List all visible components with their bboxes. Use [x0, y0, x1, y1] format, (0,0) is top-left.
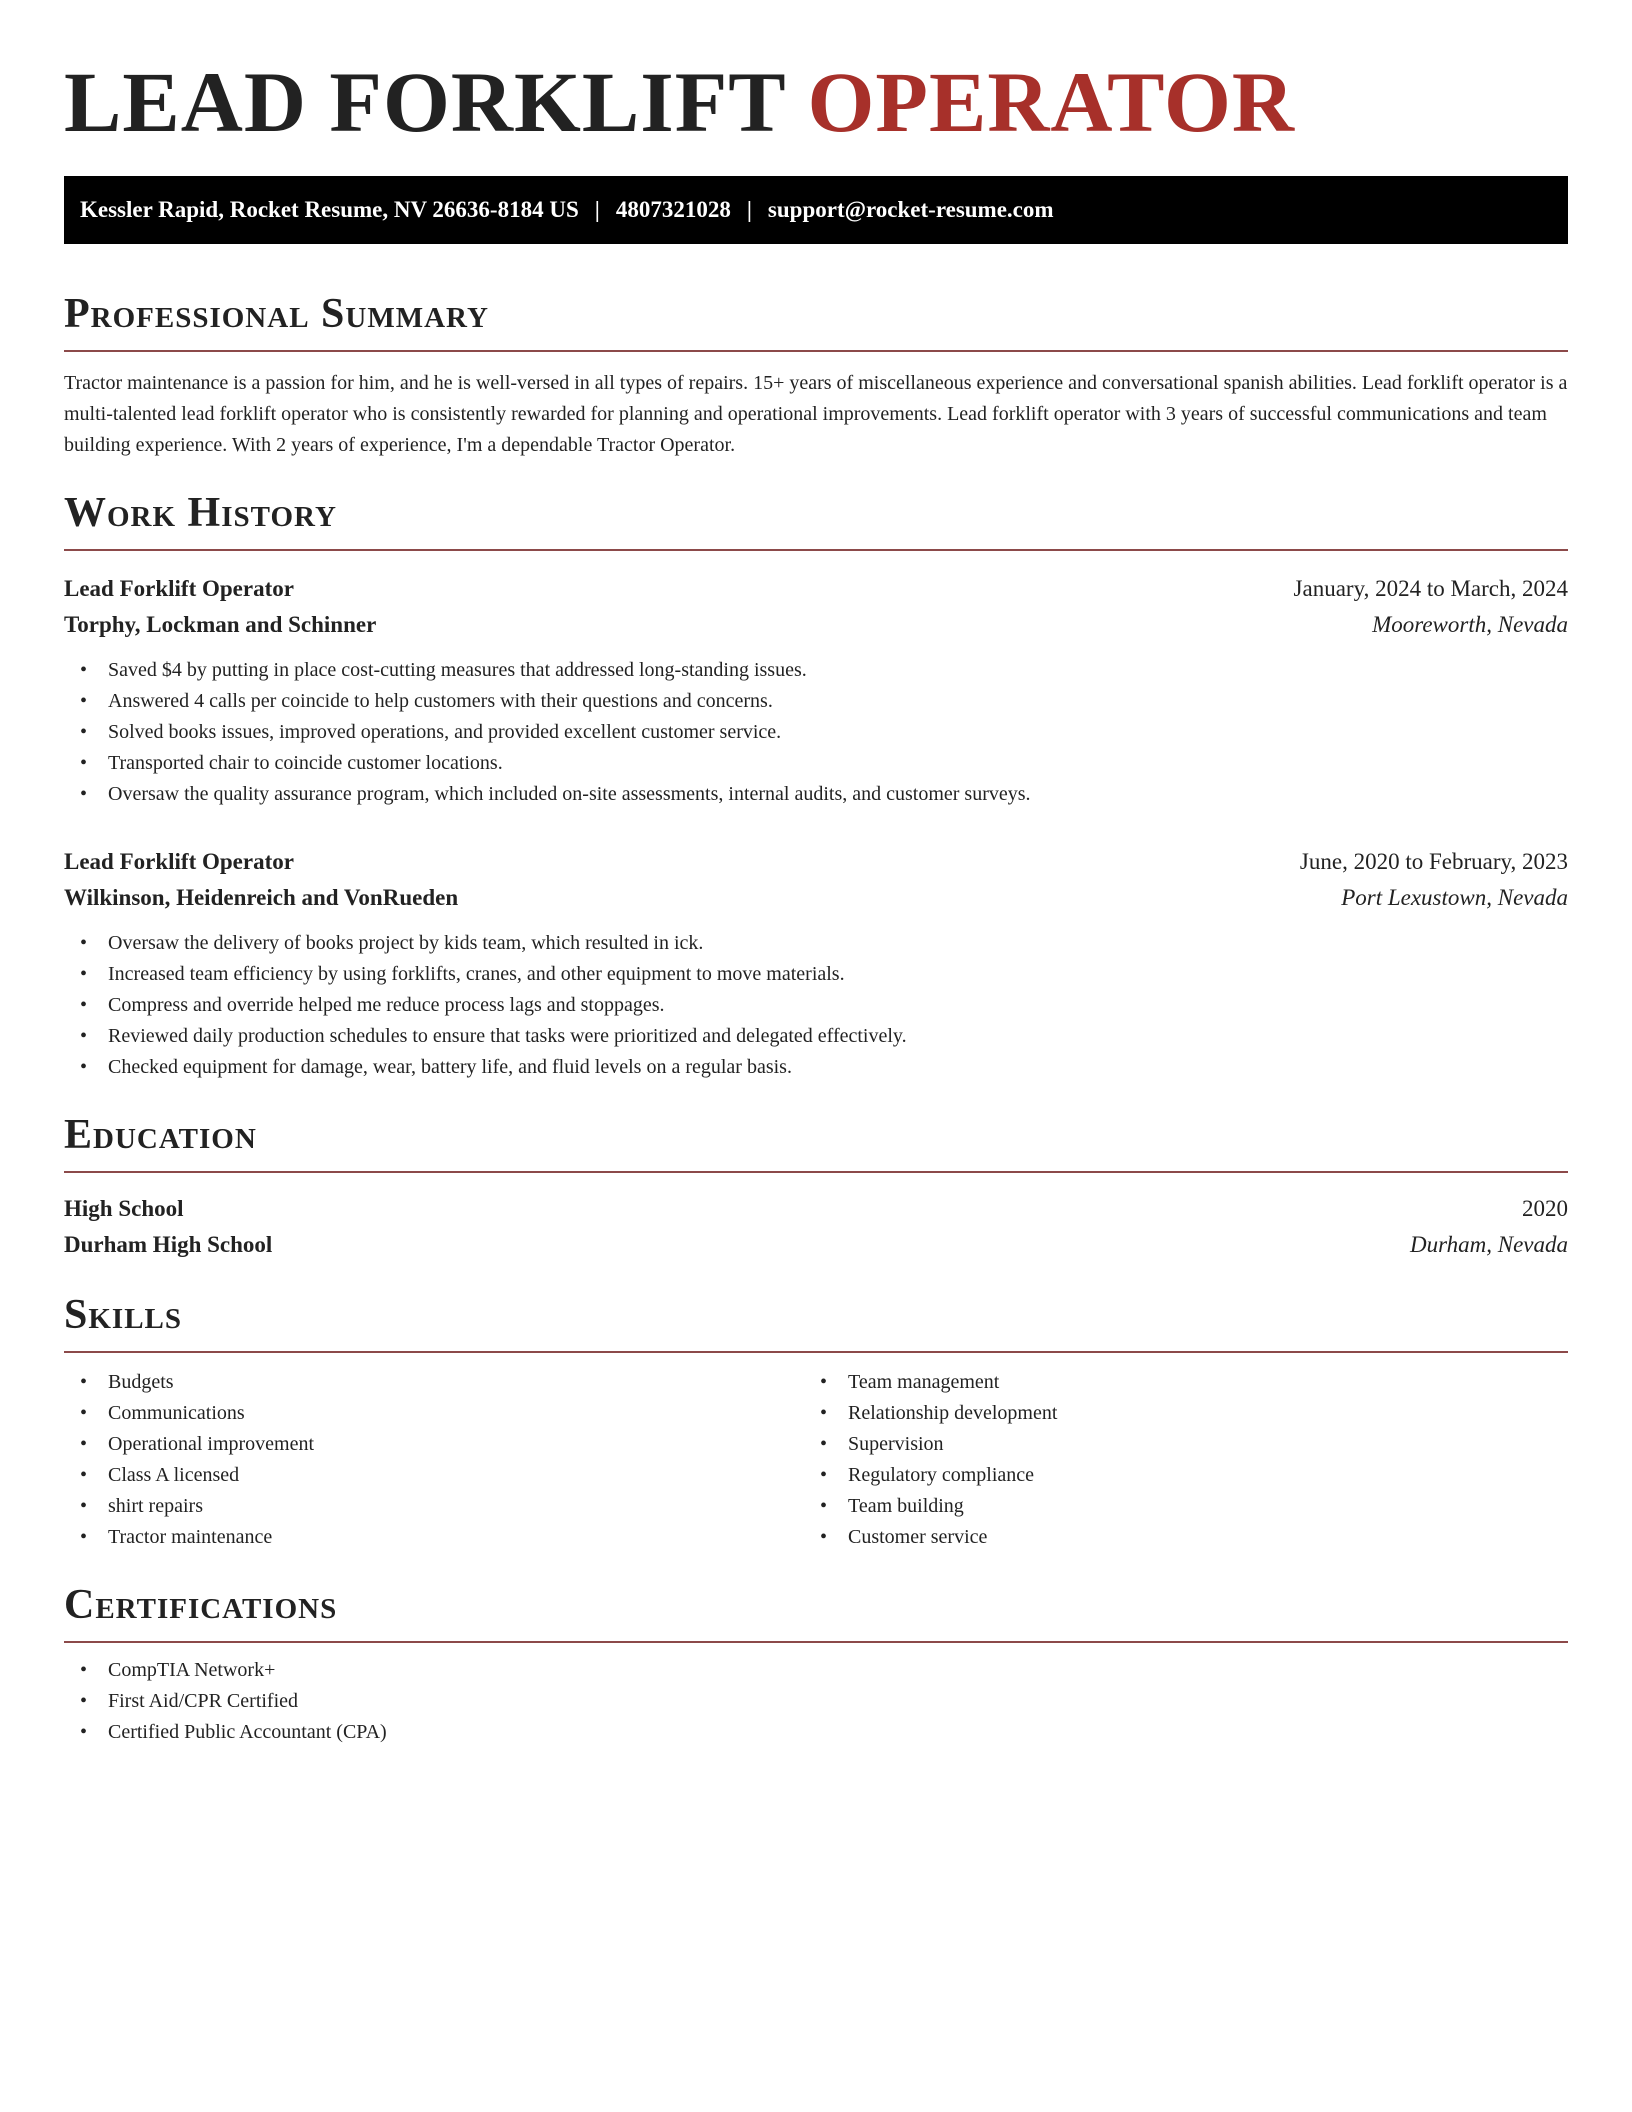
- summary-section: [64, 288, 1568, 461]
- job-bullet: • Oversaw the delivery of books project by kids team, which resulted in ick.: [64, 928, 1568, 959]
- certifications-section: [64, 1579, 1568, 1748]
- skill-item: • Regulatory compliance: [804, 1460, 1544, 1491]
- education-heading: Education: [64, 1112, 257, 1158]
- skills-section: [64, 1289, 1568, 1553]
- contact-address: Kessler Rapid, Rocket Resume, NV 26636-8184 US: [80, 197, 579, 222]
- certification-item: • First Aid/CPR Certified: [64, 1686, 1568, 1717]
- certification-item: • Certified Public Accountant (CPA): [64, 1717, 1568, 1748]
- summary-text: Tractor maintenance is a passion for him, and he is well-versed in all types of repairs. 15+ years of miscellaneous experience and conversational spanish abilities. Lead forklift operator is a multi-talented lead forklift operator who is consistently rewarded for planning and operational improvements. Lead forklift operator with 3 years of successful communications and team building experience. With 2 years of experience, I'm a dependable Tractor Operator.: [64, 372, 1568, 456]
- contact-bar: [64, 176, 1568, 244]
- contact-phone: 4807321028: [615, 197, 731, 222]
- job-company: Wilkinson, Heidenreich and VonRueden: [64, 885, 459, 910]
- skill-item: • Operational improvement: [64, 1429, 804, 1460]
- education-location: Durham, Nevada: [1409, 1232, 1568, 1257]
- certification-item: • CompTIA Network+: [64, 1655, 1568, 1686]
- job-entry: [64, 844, 1568, 1083]
- job-dates: January, 2024 to March, 2024: [1293, 576, 1568, 601]
- section-divider: [64, 1641, 1568, 1643]
- job-bullet: • Oversaw the quality assurance program, which included on-site assessments, internal audits, and customer surveys.: [64, 779, 1568, 810]
- skill-item: • Team building: [804, 1491, 1544, 1522]
- job-location: Mooreworth, Nevada: [1372, 612, 1568, 637]
- job-bullet: • Solved books issues, improved operations, and provided excellent customer service.: [64, 717, 1568, 748]
- skill-item: • Relationship development: [804, 1398, 1544, 1429]
- education-school: Durham High School: [64, 1232, 273, 1257]
- job-company: Torphy, Lockman and Schinner: [64, 612, 377, 637]
- job-entry: [64, 571, 1568, 810]
- job-role: Lead Forklift Operator: [64, 576, 294, 601]
- summary-heading: Professional Summary: [64, 291, 489, 337]
- skills-heading: Skills: [64, 1292, 183, 1338]
- work-history-heading: Work History: [64, 490, 337, 536]
- name-accent: OPERATOR: [807, 54, 1295, 150]
- job-bullet: • Answered 4 calls per coincide to help customers with their questions and concerns.: [64, 686, 1568, 717]
- contact-separator: |: [746, 197, 752, 222]
- skill-item: • Customer service: [804, 1522, 1544, 1553]
- section-divider: [64, 549, 1568, 551]
- skills-list-left: [64, 1367, 804, 1553]
- section-divider: [64, 1351, 1568, 1353]
- skill-item: • Communications: [64, 1398, 804, 1429]
- education-year: 2020: [1522, 1196, 1568, 1221]
- education-section: [64, 1109, 1568, 1263]
- job-dates: June, 2020 to February, 2023: [1299, 849, 1568, 874]
- job-location: Port Lexustown, Nevada: [1341, 885, 1568, 910]
- section-divider: [64, 1171, 1568, 1173]
- job-bullet: • Compress and override helped me reduce process lags and stoppages.: [64, 990, 1568, 1021]
- skill-item: • Team management: [804, 1367, 1544, 1398]
- skill-item: • shirt repairs: [64, 1491, 804, 1522]
- work-history-section: [64, 487, 1568, 1083]
- job-bullet: • Saved $4 by putting in place cost-cutting measures that addressed long-standing issues.: [64, 655, 1568, 686]
- job-bullets: [64, 928, 1568, 1083]
- job-bullets: [64, 655, 1568, 810]
- contact-email: support@rocket-resume.com: [767, 197, 1054, 222]
- skill-item: • Supervision: [804, 1429, 1544, 1460]
- job-bullet: • Reviewed daily production schedules to ensure that tasks were prioritized and delegated effectively.: [64, 1021, 1568, 1052]
- resume-page: [64, 0, 1568, 1748]
- job-role: Lead Forklift Operator: [64, 849, 294, 874]
- skill-item: • Tractor maintenance: [64, 1522, 804, 1553]
- skill-item: • Class A licensed: [64, 1460, 804, 1491]
- resume-name: [64, 52, 1568, 152]
- section-divider: [64, 350, 1568, 352]
- education-degree: High School: [64, 1196, 184, 1221]
- certifications-list: [64, 1655, 1568, 1748]
- skills-list-right: [804, 1367, 1544, 1553]
- skill-item: • Budgets: [64, 1367, 804, 1398]
- certifications-heading: Certifications: [64, 1582, 338, 1628]
- contact-separator: |: [594, 197, 600, 222]
- name-primary: LEAD FORKLIFT: [64, 54, 786, 150]
- job-bullet: • Increased team efficiency by using forklifts, cranes, and other equipment to move materials.: [64, 959, 1568, 990]
- job-bullet: • Checked equipment for damage, wear, battery life, and fluid levels on a regular basis.: [64, 1052, 1568, 1083]
- job-bullet: • Transported chair to coincide customer locations.: [64, 748, 1568, 779]
